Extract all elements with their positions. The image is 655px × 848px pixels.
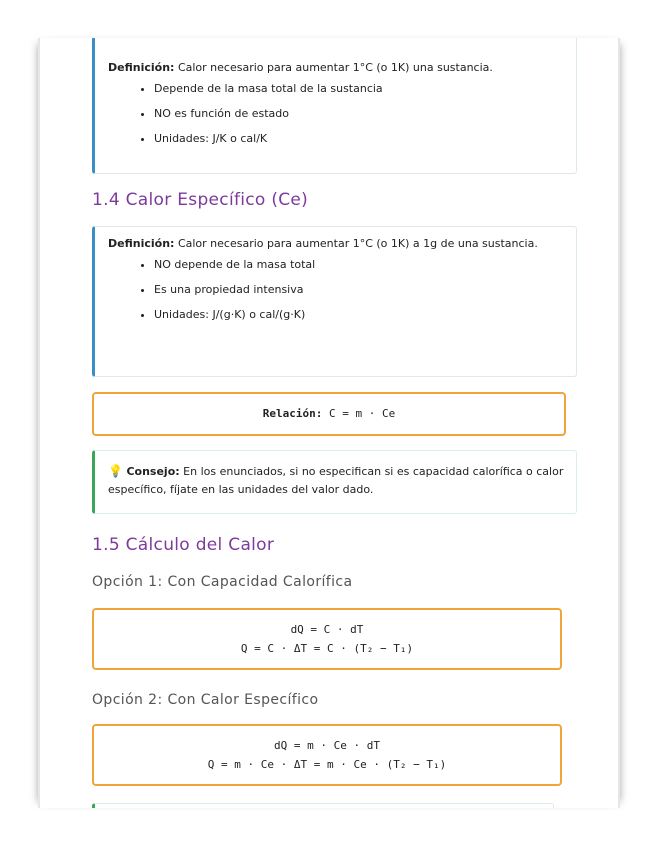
definition-label: Definición: — [108, 61, 175, 74]
formula-line: dQ = m · Ce · dT — [274, 739, 380, 752]
list-item: • Unidades: J/(g·K) o cal/(g·K) — [154, 306, 566, 323]
formula-line: dQ = C · dT — [290, 623, 364, 636]
lightbulb-icon: 💡 — [108, 464, 123, 478]
formula-line: Q = C · ΔT = C · (T₂ − T₁) — [240, 642, 414, 655]
definition-box-specific-heat — [92, 226, 577, 377]
tip-box — [92, 450, 577, 514]
definition-line — [108, 235, 566, 252]
option-1-heading: Opción 1: Con Capacidad Calorífica — [92, 574, 353, 590]
property-list — [108, 80, 566, 147]
tip-label: Consejo: — [126, 465, 180, 478]
option-1-formula-box — [92, 608, 562, 670]
property-list — [108, 256, 566, 323]
definition-text: Calor necesario para aumentar 1°C (o 1K) a 1g de una sustancia. — [177, 237, 538, 250]
option-2-heading: Opción 2: Con Calor Específico — [92, 692, 319, 708]
formula-line: Q = m · Ce · ΔT = m · Ce · (T₂ − T₁) — [207, 758, 447, 771]
list-item: • NO es función de estado — [154, 105, 566, 122]
list-item: • Unidades: J/K o cal/K — [154, 130, 566, 147]
list-item: • NO depende de la masa total — [154, 256, 566, 273]
definition-label: Definición: — [108, 237, 175, 250]
definition-text: Calor necesario para aumentar 1°C (o 1K) una sustancia. — [177, 61, 493, 74]
relation-label: Relación: — [262, 407, 323, 420]
option-2-formula-box — [92, 724, 562, 786]
section-heading-1-5: 1.5 Cálculo del Calor — [92, 535, 275, 555]
relation-formula: C = m · Ce — [329, 407, 396, 420]
definition-line — [108, 59, 566, 76]
section-heading-1-4: 1.4 Calor Específico (Ce) — [92, 190, 309, 210]
relation-formula-box — [92, 392, 566, 436]
next-box-partial — [92, 803, 554, 808]
list-item: • Depende de la masa total de la sustancia — [154, 80, 566, 97]
definition-box-heat-capacity — [92, 38, 577, 174]
document-page — [38, 38, 620, 808]
tip-text: En los enunciados, si no especifican si es capacidad calorífica o calor específico, fíjate en las unidades del valor dado. — [108, 465, 564, 496]
list-item: • Es una propiedad intensiva — [154, 281, 566, 298]
